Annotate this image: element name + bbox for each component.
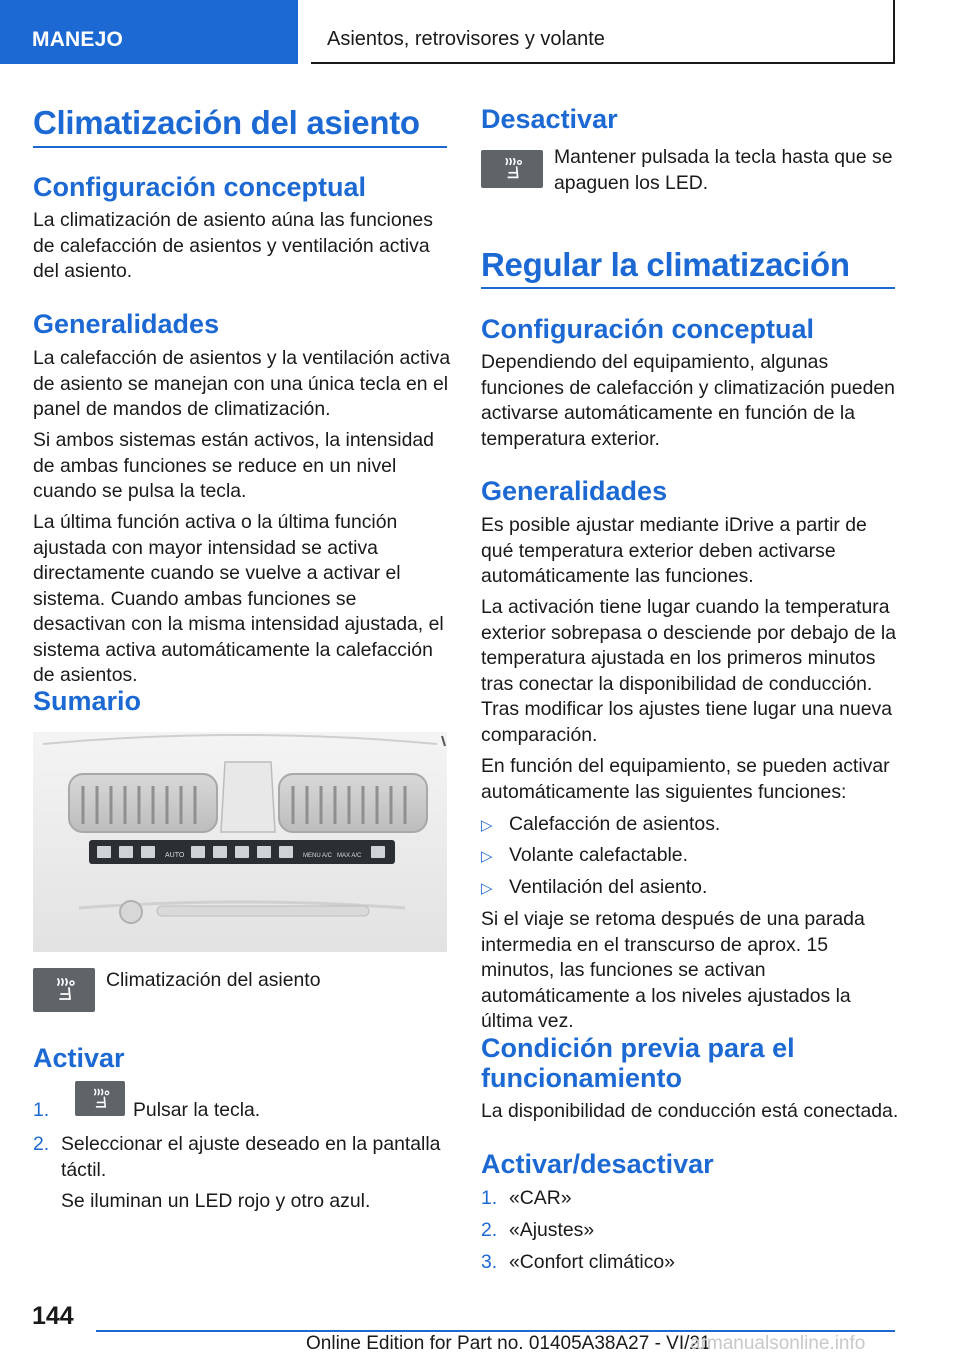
- step-text: «CAR»: [509, 1187, 572, 1209]
- auto-button-label: AUTO: [165, 852, 185, 859]
- onoff-step-2: [481, 1218, 895, 1244]
- right-general-heading: Generalidades: [481, 476, 668, 506]
- onoff-heading: Activar/desactivar: [481, 1149, 714, 1179]
- seat-climate-button-icon: [481, 150, 543, 188]
- footer-watermark: armanualsonline.info: [690, 1333, 866, 1354]
- step-number: 1.: [481, 1187, 498, 1209]
- left-concept-heading: Configuración conceptual: [33, 172, 367, 202]
- max-ac-button-label: MAX A/C: [337, 853, 362, 859]
- precondition-heading-line1: Condición previa para el: [481, 1033, 795, 1063]
- left-general-heading: Generalidades: [33, 309, 220, 339]
- left-concept-text: La climatización de asiento aúna las funciones de calefacción de asientos y ventilación activa del asiento.: [33, 209, 433, 282]
- seat-climate-icon-glyph: [498, 155, 526, 183]
- right-general-p2: La activación tiene lugar cuando la temperatura exterior sobrepasa o desciende por debajo de la temperatura ajustada en los primeros minutos tras conectar la disponibilidad de conducción. Tras modificar los ajustes tiene lugar una nueva comparación.: [481, 596, 897, 746]
- onoff-step-1: [481, 1186, 895, 1212]
- left-general-p3: La última función activa o la última función ajustada con mayor intensidad se activa directamente cuando se vuelve a activar el sistema. Cuando ambas funciones se desactivan con la misma intensidad ajustada, el sistema activa automáticamente la calefacción de asientos.: [33, 511, 444, 686]
- right-general-p3: En función del equipamiento, se pueden activar automáticamente las siguientes funciones:: [481, 755, 890, 803]
- activate-heading: Activar: [33, 1043, 125, 1073]
- precondition-heading-line2: funcionamiento: [481, 1063, 682, 1093]
- step-number: 2.: [33, 1133, 50, 1155]
- chapter-label: Asientos, retrovisores y volante: [327, 28, 605, 50]
- step-number: 3.: [481, 1251, 498, 1273]
- activate-step-2: [33, 1132, 447, 1184]
- seat-climate-button-icon: [75, 1081, 125, 1116]
- menu-ac-button-label: MENU A/C: [303, 853, 333, 859]
- activate-note: Se iluminan un LED rojo y otro azul.: [61, 1190, 371, 1212]
- right-concept-text: Dependiendo del equipamiento, algunas funciones de calefacción y climatización pueden activarse automáticamente en función de la temperatura exterior.: [481, 351, 895, 450]
- seat-climate-icon-glyph: [87, 1086, 113, 1112]
- icon-caption: Climatización del asiento: [106, 969, 321, 991]
- step-text: Pulsar la tecla.: [133, 1099, 261, 1121]
- right-title: Regular la climatización: [481, 246, 850, 283]
- step-text: «Ajustes»: [509, 1219, 595, 1241]
- section-label: MANEJO: [32, 28, 124, 51]
- page-number: 144: [32, 1302, 74, 1330]
- step-number: 1.: [33, 1099, 50, 1121]
- climate-panel-photo: [33, 732, 447, 952]
- step-number: 2.: [481, 1219, 498, 1241]
- right-general-p4: Si el viaje se retoma después de una parada intermedia en el transcurso de aprox. 15 minutos, las funciones se activan automáticamente a los niveles ajustados la última vez.: [481, 908, 865, 1032]
- seat-climate-icon: [33, 968, 95, 1012]
- triangle-bullet-icon: ▷: [481, 880, 493, 897]
- climate-panel-illustration: [33, 732, 447, 952]
- right-concept-heading: Configuración conceptual: [481, 314, 815, 344]
- left-general-p1: La calefacción de asientos y la ventilación activa de asiento se manejan con una única tecla en el panel de mandos de climatización.: [33, 347, 451, 420]
- step-text: Seleccionar el ajuste deseado en la pantalla táctil.: [61, 1133, 441, 1181]
- seat-climate-icon-glyph: [49, 975, 79, 1005]
- deactivate-text: Mantener pulsada la tecla hasta que se apaguen los LED.: [554, 146, 893, 194]
- right-title-rule: [481, 287, 895, 289]
- summary-heading: Sumario: [33, 686, 142, 716]
- section-tab: [0, 0, 298, 64]
- triangle-bullet-icon: ▷: [481, 848, 493, 865]
- left-general-p2: Si ambos sistemas están activos, la intensidad de ambas funciones se reduce en un nivel cuando se pulsa la tecla.: [33, 429, 434, 502]
- left-title: Climatización del asiento: [33, 104, 420, 141]
- onoff-step-3: [481, 1250, 895, 1276]
- precondition-text: La disponibilidad de conducción está conectada.: [481, 1100, 899, 1122]
- left-title-rule: [33, 146, 447, 148]
- step-text: «Confort climático»: [509, 1251, 675, 1273]
- chapter-tab: [311, 0, 895, 64]
- triangle-bullet-icon: ▷: [481, 817, 493, 834]
- right-general-p1: Es posible ajustar mediante iDrive a partir de qué temperatura exterior deben activarse automáticamente las funciones.: [481, 514, 867, 587]
- footer-edition: Online Edition for Part no. 01405A38A27 - VI/21: [306, 1333, 711, 1354]
- deactivate-heading: Desactivar: [481, 104, 618, 134]
- footer-rule: [96, 1330, 895, 1332]
